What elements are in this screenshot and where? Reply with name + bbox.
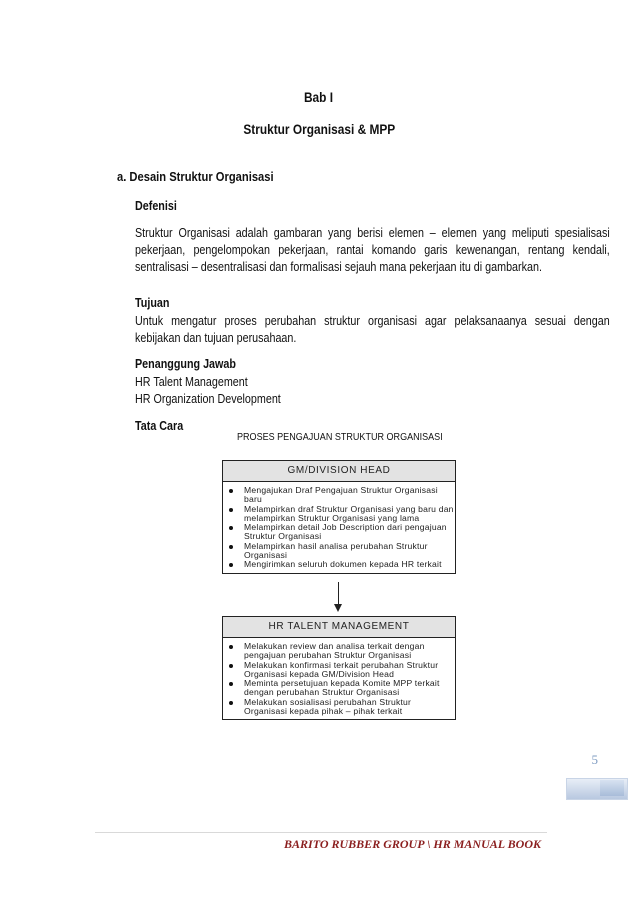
list-item: Meminta persetujuan kepada Komite MPP terkait dengan perubahan Struktur Organisasi bbox=[223, 679, 455, 698]
footer-text: BARITO RUBBER GROUP \ HR MANUAL BOOK bbox=[284, 837, 541, 851]
footer-divider bbox=[95, 832, 547, 833]
flow-box-header: HR TALENT MANAGEMENT bbox=[223, 617, 455, 638]
list-item: Melampirkan detail Job Description dari pengajuan Struktur Organisasi bbox=[223, 523, 455, 542]
list-item: Melakukan sosialisasi perubahan Struktur Organisasi kepada pihak – pihak terkait bbox=[223, 698, 455, 717]
tujuan-text: Untuk mengatur proses perubahan struktur organisasi agar pelaksanaanya sesuai dengan kebijakan dan tujuan perusahaan. bbox=[135, 314, 610, 345]
list-item: Mengirimkan seluruh dokumen kepada HR terkait bbox=[223, 560, 455, 569]
page-title: Struktur Organisasi & MPP bbox=[243, 122, 395, 137]
list-item: Melampirkan draf Struktur Organisasi yang baru dan melampirkan Struktur Organisasi yang lama bbox=[223, 505, 455, 524]
flow-box-hr-talent-management bbox=[222, 616, 456, 720]
flow-arrow-line bbox=[338, 582, 339, 606]
diagram-title: PROSES PENGAJUAN STRUKTUR ORGANISASI bbox=[237, 431, 443, 443]
defenisi-heading: Defenisi bbox=[135, 199, 177, 213]
section-heading: a. Desain Struktur Organisasi bbox=[117, 169, 274, 184]
penanggung-line-2: HR Organization Development bbox=[135, 392, 281, 406]
flow-box-header: GM/DIVISION HEAD bbox=[223, 461, 455, 482]
list-item: Melampirkan hasil analisa perubahan Struktur Organisasi bbox=[223, 542, 455, 561]
flow-arrow-head-icon bbox=[334, 604, 342, 612]
page-number: 5 bbox=[591, 752, 598, 767]
page-tab-decoration-inner bbox=[600, 780, 624, 796]
penanggung-heading: Penanggung Jawab bbox=[135, 357, 236, 371]
list-item: Melakukan konfirmasi terkait perubahan Struktur Organisasi kepada GM/Division Head bbox=[223, 661, 455, 680]
list-item: Mengajukan Draf Pengajuan Struktur Organisasi baru bbox=[223, 486, 455, 505]
chapter-heading: Bab I bbox=[304, 90, 334, 105]
list-item: Melakukan review dan analisa terkait dengan pengajuan perubahan Struktur Organisasi bbox=[223, 642, 455, 661]
flow-box-list bbox=[223, 642, 455, 716]
tata-cara-heading: Tata Cara bbox=[135, 419, 184, 433]
flow-box-list bbox=[223, 486, 455, 570]
defenisi-text: Struktur Organisasi adalah gambaran yang berisi elemen – elemen yang meliputi spesialisasi pekerjaan, pengelompokan pekerjaan, rantai komando garis kewenangan, rentang kendali, sentralisasi – desentralisasi dan formalisasi sejauh mana pekerjaan itu di gambarkan. bbox=[135, 226, 610, 274]
tujuan-heading: Tujuan bbox=[135, 296, 170, 310]
flow-box-gm-division-head bbox=[222, 460, 456, 574]
penanggung-line-1: HR Talent Management bbox=[135, 375, 248, 389]
